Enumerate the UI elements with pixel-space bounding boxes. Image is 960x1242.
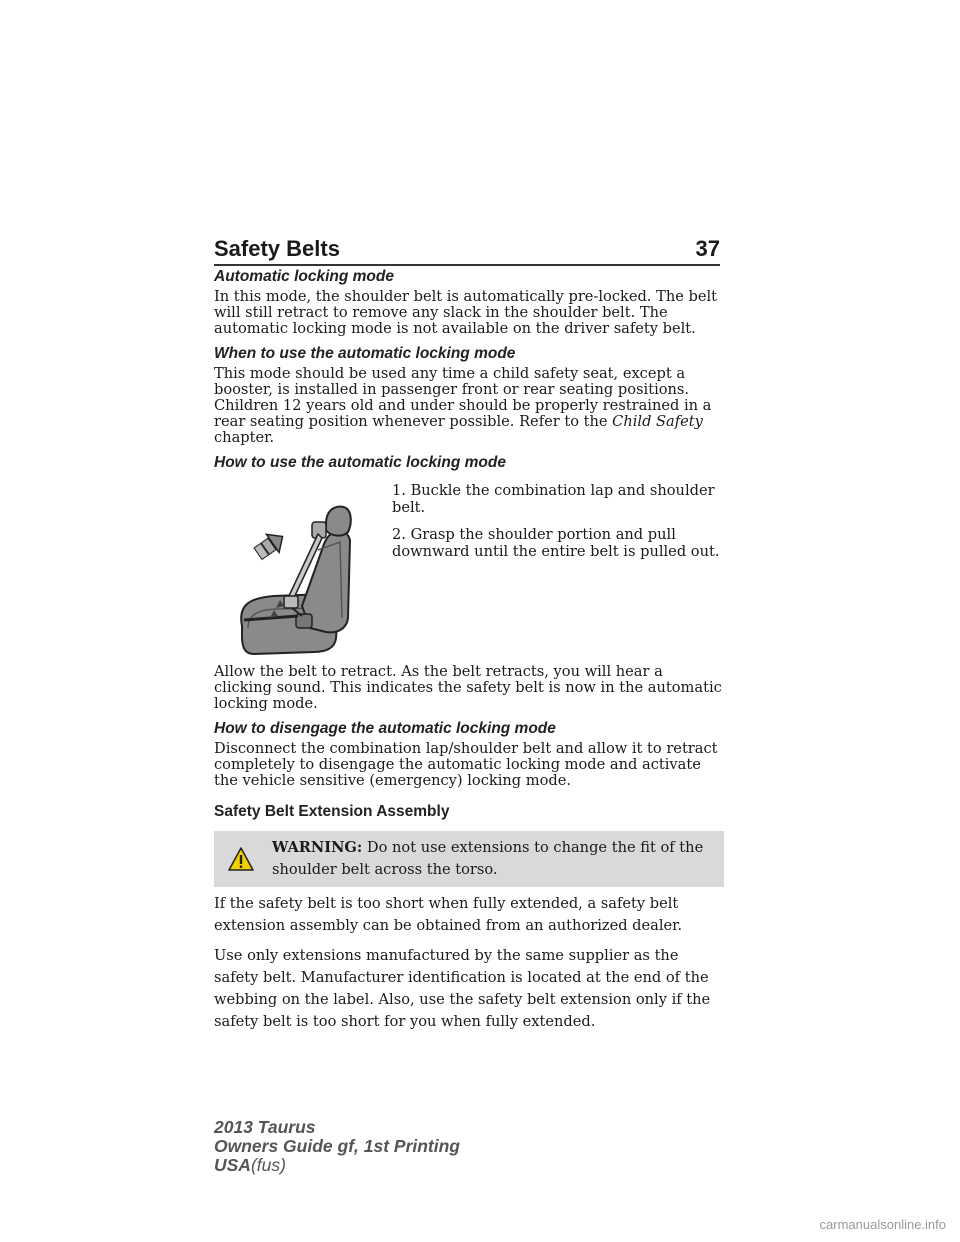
when-to-use-text-end: chapter.: [214, 429, 275, 446]
instruction-figure-row: [214, 478, 724, 658]
extension-paragraphs: [214, 893, 724, 1033]
heading-automatic-locking-mode: Automatic locking mode: [214, 268, 394, 285]
paragraph-after-steps: Allow the belt to retract. As the belt retracts, you will hear a clicking sound. This indicates the safety belt is now in the automatic locking mode.: [214, 663, 722, 712]
footer-region: [214, 1156, 460, 1175]
paragraph-extension-1: If the safety belt is too short when fully extended, a safety belt extension assembly can be obtained from an authorized dealer.: [214, 895, 683, 934]
page-header: [214, 228, 720, 266]
paragraph-automatic-locking-mode: In this mode, the shoulder belt is automatically pre-locked. The belt will still retract to remove any slack in the shoulder belt. The automatic locking mode is not available on the driver safety belt.: [214, 288, 718, 337]
paragraph-when-to-use: [214, 366, 724, 446]
footer-model: 2013 Taurus: [214, 1117, 316, 1137]
heading-extension-assembly: Safety Belt Extension Assembly: [214, 803, 450, 820]
heading-disengage: How to disengage the automatic locking mode: [214, 720, 556, 737]
paragraph-extension-2: Use only extensions manufactured by the same supplier as the safety belt. Manufacturer identification is located at the end of the webbing on the label. Also, use the safety belt extension only if the safety belt is too short for you when fully extended.: [214, 947, 711, 1030]
paragraph-disengage: Disconnect the combination lap/shoulder belt and allow it to retract completely to disengage the automatic locking mode and activate the vehicle sensitive (emergency) locking mode.: [214, 740, 718, 789]
step-1: 1. Buckle the combination lap and shoulder belt.: [392, 482, 715, 516]
warning-text: [272, 837, 714, 881]
footer-code: (fus): [250, 1155, 286, 1175]
warning-box: [214, 831, 724, 887]
warning-message: Do not use extensions to change the fit of the shoulder belt across the torso.: [272, 839, 704, 878]
watermark: carmanualsonline.info: [819, 1217, 946, 1232]
instruction-steps: [392, 478, 724, 658]
seat-belt-illustration: [214, 478, 390, 658]
warning-triangle-icon: [228, 847, 254, 871]
child-safety-reference: Child Safety: [612, 413, 703, 430]
page-number: 37: [695, 236, 720, 261]
footer-country: USA: [214, 1155, 251, 1175]
page-footer: [214, 1118, 460, 1175]
section-title: Safety Belts: [214, 236, 340, 261]
footer-guide: Owners Guide gf, 1st Printing: [214, 1136, 460, 1156]
page-content: [214, 268, 724, 1041]
when-to-use-text: This mode should be used any time a child safety seat, except a booster, is installed in passenger front or rear seating positions. Children 12 years old and under should be properly restrained in a rear seating position whenever possible. Refer to the: [214, 365, 712, 430]
warning-label: WARNING:: [272, 839, 363, 856]
heading-when-to-use: When to use the automatic locking mode: [214, 345, 516, 362]
heading-how-to-use: How to use the automatic locking mode: [214, 454, 506, 471]
step-2: 2. Grasp the shoulder portion and pull downward until the entire belt is pulled out.: [392, 526, 720, 560]
